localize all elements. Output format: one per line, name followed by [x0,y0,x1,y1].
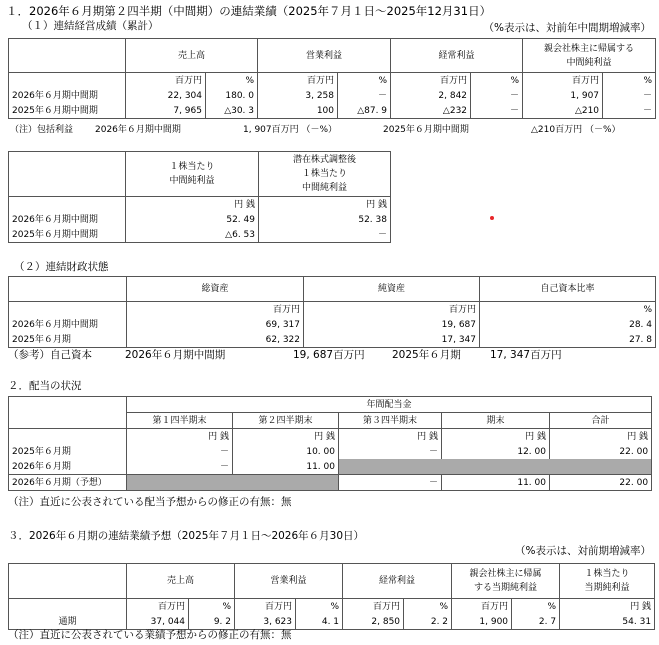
cell-op: 100 [258,103,338,119]
header-diluted-eps-line1: 潜在株式調整後 [292,155,356,165]
header-operating-income: 営業利益 [258,39,391,73]
table-row [9,444,652,459]
unit-yen-sen: 円 銭 [550,429,652,445]
cell-year-end-shaded [442,459,550,475]
header-year-end: 期末 [442,413,550,429]
cell-total-shaded [550,459,652,475]
header-eps-line1: １株当たり [584,569,630,579]
unit-pct: % [603,73,656,89]
cell-q2: 11. 00 [233,459,339,475]
header-blank [9,564,127,599]
unit-amount: 百万円 [127,302,304,318]
unit-amount: 百万円 [258,73,338,89]
cell-eps: △6. 53 [126,227,259,243]
cell-eps: 54. 31 [560,614,655,630]
cell-total-assets: 69, 317 [127,317,304,332]
comprehensive-income-p1-value: 1, 907百万円 （－%） [243,125,338,135]
cell-op: 3, 623 [235,614,296,630]
table-row-forecast [9,475,652,491]
unit-label-blank [9,302,127,318]
row-label: 2025年６月期中間期 [12,229,98,240]
cell-net-pct: － [603,88,656,103]
cell-year-end: 12. 00 [442,444,550,459]
header-annual-dividend: 年間配当金 [127,397,652,413]
unit-amount: 百万円 [343,599,404,615]
header-sales: 売上高 [127,564,235,599]
cell-op-pct: － [338,88,391,103]
unit-yen-sen: 円 銭 [259,197,391,213]
unit-pct: % [471,73,523,89]
header-equity-ratio: 自己資本比率 [480,277,656,302]
row-label: 2025年６月期 [12,446,71,457]
unit-yen-sen: 円 銭 [127,429,233,445]
header-diluted-eps-line2: １株当たり [301,169,347,179]
cell-sales-pct: △30. 3 [206,103,258,119]
unit-amount: 百万円 [304,302,480,318]
header-operating-income: 営業利益 [235,564,343,599]
unit-yen-sen: 円 銭 [126,197,259,213]
comprehensive-income-note-label: （注）包括利益 [10,125,74,135]
unit-label-blank [9,197,126,213]
header-total: 合計 [550,413,652,429]
unit-yen-sen: 円 銭 [560,599,655,615]
cell-q1-shaded [127,475,233,491]
unit-amount: 百万円 [391,73,471,89]
unit-pct: % [206,73,258,89]
comprehensive-income-p2-value: △210百万円 （－%） [531,125,621,135]
unit-pct: % [480,302,656,318]
header-net-income [452,564,560,599]
cell-diluted-eps: 52. 38 [259,212,391,227]
cell-sales: 22, 304 [126,88,206,103]
cell-q2: 10. 00 [233,444,339,459]
cell-ord: △232 [391,103,471,119]
unit-pct: % [338,73,391,89]
sub1-rate-note: （%表示は、対前年中間期増減率） [483,22,651,34]
header-blank [9,39,126,73]
sub1-title: （１）連結経営成績（累計） [22,20,159,32]
cell-op: 3, 258 [258,88,338,103]
cell-net-pct: 2. 7 [512,614,560,630]
cell-equity-ratio: 27. 8 [480,332,656,348]
comprehensive-income-p2-label: 2025年６月期中間期 [383,125,469,135]
cell-total: 22. 00 [550,475,652,491]
header-eps [126,152,259,197]
cell-q3: － [339,475,442,491]
row-label: 2026年６月期中間期 [12,214,98,225]
equity-ref-label: （参考）自己資本 [8,349,92,361]
unit-yen-sen: 円 銭 [442,429,550,445]
table-row [9,103,656,119]
forecast-note: （注）直近に公表されている業績予想からの修正の有無：無 [8,629,292,641]
header-q3-end: 第３四半期末 [339,413,442,429]
row-label: 通期 [58,616,77,627]
cell-total-assets: 62, 322 [127,332,304,348]
header-eps-line1: １株当たり [169,162,215,172]
cell-ord-pct: 2. 2 [404,614,452,630]
unit-pct: % [512,599,560,615]
cell-q1: － [127,459,233,475]
comprehensive-income-p1-label: 2026年６月期中間期 [95,125,181,135]
cell-net-pct: － [603,103,656,119]
unit-yen-sen: 円 銭 [233,429,339,445]
row-label: 2025年６月期中間期 [12,105,98,116]
unit-amount: 百万円 [523,73,603,89]
cell-equity-ratio: 28. 4 [480,317,656,332]
cell-ord: 2, 850 [343,614,404,630]
cell-op-pct: △87. 9 [338,103,391,119]
header-sales: 売上高 [126,39,258,73]
row-label: 2026年６月期中間期 [12,90,98,101]
cell-ord-pct: － [471,88,523,103]
cell-op-pct: 4. 1 [296,614,343,630]
cell-net-assets: 17, 347 [304,332,480,348]
unit-pct: % [296,599,343,615]
section2-title: ２．配当の状況 [8,380,82,392]
row-label: 2026年６月期 [12,461,71,472]
header-ordinary-income: 経常利益 [391,39,523,73]
cell-q3-shaded [339,459,442,475]
cell-sales: 7, 965 [126,103,206,119]
section1-title: １．2026年６月期第２四半期（中間期）の連結業績（2025年７月１日～2025年12月31日） [6,4,492,18]
unit-label-blank [9,73,126,89]
table-row [9,227,391,243]
table-row [9,88,656,103]
section3-rate-note: （%表示は、対前期増減率） [515,545,651,557]
table-row [9,212,391,227]
unit-amount: 百万円 [126,73,206,89]
equity-ref-p1-label: 2026年６月期中間期 [125,349,226,361]
cell-diluted-eps: － [259,227,391,243]
unit-label-blank [9,429,127,445]
header-blank [9,397,127,429]
cell-sales-pct: 180. 0 [206,88,258,103]
header-diluted-eps [259,152,391,197]
header-net-assets: 純資産 [304,277,480,302]
cell-net-assets: 19, 687 [304,317,480,332]
header-net-income-line2: する当期純利益 [474,583,538,593]
eps-table [8,151,391,243]
equity-ref-p2-label: 2025年６月期 [392,349,461,361]
header-q1-end: 第１四半期末 [127,413,233,429]
unit-amount: 百万円 [127,599,189,615]
unit-amount: 百万円 [452,599,512,615]
header-eps [560,564,655,599]
header-blank [9,152,126,197]
header-q2-end: 第２四半期末 [233,413,339,429]
header-net-income [523,39,656,73]
header-blank [9,277,127,302]
row-label: 2026年６月期中間期 [12,319,98,330]
header-ordinary-income: 経常利益 [343,564,452,599]
table-row [9,332,656,348]
header-net-income-line1: 親会社株主に帰属 [469,569,542,579]
unit-label-blank [9,599,127,615]
cell-ord: 2, 842 [391,88,471,103]
table-row [9,614,655,630]
dividends-table [8,396,652,491]
section3-title: ３．2026年６月期の連結業績予想（2025年７月１日～2026年６月30日） [8,530,365,542]
unit-pct: % [404,599,452,615]
cell-net: 1, 900 [452,614,512,630]
cell-q2-shaded [233,475,339,491]
financial-position-table [8,276,656,348]
header-total-assets: 総資産 [127,277,304,302]
header-eps-line2: 中間純利益 [169,176,215,186]
row-label: 2025年６月期 [12,334,71,345]
cell-q3: － [339,444,442,459]
row-label: 2026年６月期（予想） [12,477,107,488]
table-row [9,459,652,475]
unit-pct: % [189,599,235,615]
header-eps-line2: 当期純利益 [584,583,630,593]
dividend-note: （注）直近に公表されている配当予想からの修正の有無：無 [8,496,292,508]
cell-sales-pct: 9. 2 [189,614,235,630]
table-row [9,317,656,332]
header-diluted-eps-line3: 中間純利益 [301,183,347,193]
unit-amount: 百万円 [235,599,296,615]
cell-q1: － [127,444,233,459]
cell-year-end: 11. 00 [442,475,550,491]
operating-results-table [8,38,656,119]
cell-total: 22. 00 [550,444,652,459]
unit-yen-sen: 円 銭 [339,429,442,445]
cell-ord-pct: － [471,103,523,119]
header-net-income-line1: 親会社株主に帰属する [544,43,635,54]
cell-eps: 52. 49 [126,212,259,227]
sub2-title: （２）連結財政状態 [14,261,109,273]
cell-net: △210 [523,103,603,119]
header-net-income-line2: 中間純利益 [566,57,612,68]
equity-ref-p1-value: 19, 687百万円 [293,349,365,361]
forecast-table [8,563,655,630]
equity-ref-p2-value: 17, 347百万円 [490,349,562,361]
red-marker-dot [490,216,494,220]
cell-sales: 37, 044 [127,614,189,630]
cell-net: 1, 907 [523,88,603,103]
